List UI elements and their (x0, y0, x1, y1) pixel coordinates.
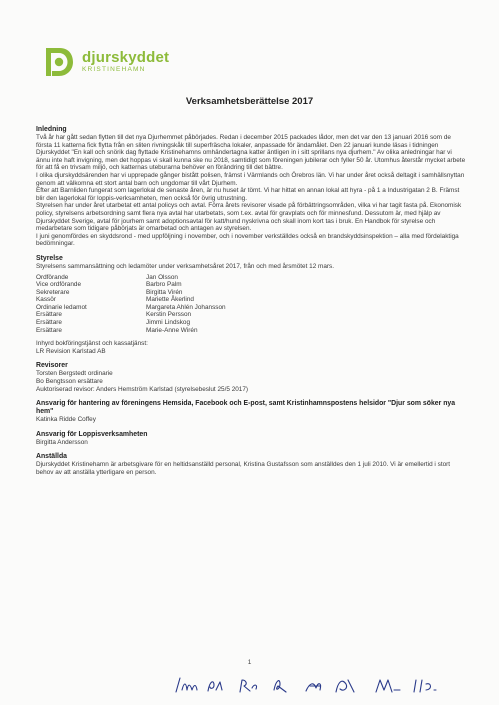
member-role: Ordförande (36, 273, 69, 281)
table-row (36, 296, 226, 304)
document-body (36, 126, 466, 477)
loppis-responsible-name: Birgitta Andersson (36, 438, 88, 446)
styrelse-intro: Styrelsens sammansättning och ledamöter under verksamhetsåret 2017, från och med årsmötet 12 mars. (36, 262, 335, 270)
board-members-table (36, 274, 226, 335)
accounting-service-provider: LR Revision Karlstad AB (36, 347, 106, 355)
page-number: 1 (247, 659, 252, 666)
logo-name: djurskyddet (82, 49, 170, 67)
accounting-service-label: Inhyrd bokföringstjänst och kassatjänst: (36, 340, 148, 348)
section-heading-revisorer: Revisorer (36, 362, 68, 370)
member-role: Ersättare (36, 326, 62, 334)
inledning-paragraph: Två år har gått sedan flytten till det nya Djurhemmet påbörjades. Redan i december 2015 packades lådor, men det var den 13 januari 2016 som de första 11 katterna fick flytta från en sliten rivningskåk till superfräscha lokaler, anpassade för ändamålet. Den 22 januari kunde läsas i tidningen Djurskyddet "En kall och snörik dag flyttade Kristinehamns omhändertagna katter äntligen in i sitt sprillans nya djurhem." Av olika anledningar har vi ännu inte haft invigning, men det hoppas vi skall kunna ske nu 2018, samtidigt som föreningen jubilerar och fyller 50 år. Utomhus återstår mycket arbete för att få en trivsam miljö, och katternas uteburarna behöver en förändring till det bättre. (36, 134, 466, 172)
website-responsible-name: Katinka Ridde Coffey (36, 416, 96, 424)
member-role: Ersättare (36, 311, 62, 319)
logo (40, 44, 169, 80)
member-name: Margareta Ahlén Johansson (146, 303, 226, 311)
auditor-line: Auktoriserad revisor: Anders Hemström Karlstad (styrelsebeslut 25/5 2017) (36, 385, 249, 393)
auditor-line: Bo Bengtsson ersättare (36, 378, 103, 386)
section-heading-anstallda: Anställda (36, 453, 68, 461)
table-row (36, 311, 226, 319)
handwritten-signatures (170, 672, 490, 698)
table-row (36, 319, 226, 327)
document-title: Verksamhetsberättelse 2017 (185, 96, 314, 107)
member-name: Jan Olsson (146, 273, 178, 281)
table-row (36, 281, 226, 289)
table-row (36, 327, 226, 335)
inledning-paragraph: Styrelsen har under året utarbetat ett antal policys och avtal. Förra årets revisorer visade på förbättringsområden, vilka vi har tagit fasta på. Ekonomisk policy, styrelsens arbetsordning samt flera nya avtal har utarbetats, som t.ex. avtal för gravplats och för minnesfund. Dessutom är, med hjälp av Djurskyddet Sverige, avtal för jourhem samt adoptionsavtal för katt/hund nyskrivna och skall inom kort tas i bruk. En Handbok för styrelse och medarbetare som tidigare påbörjats är omarbetad och antagen av styrelsen. (36, 202, 462, 233)
member-role: Ordinarie ledamot (36, 303, 87, 311)
member-name: Kerstin Persson (146, 311, 192, 319)
member-role: Ersättare (36, 319, 62, 327)
employees-text: Djurskyddet Kristinehamn är arbetsgivare för en heltidsanställd personal, Kristina Gustafsson som anställdes den 1 juli 2010. Vi är emellertid i stort behov av att anställa ytterligare en person. (36, 461, 451, 476)
section-heading-loppis: Ansvarig för Loppisverksamheten (36, 430, 148, 438)
inledning-paragraph: I juni genomfördes en skyddsrond - med uppföljning i november, och i november verkställdes också en brandskyddsinspektion – alla med fördelaktiga bedömningar. (36, 232, 459, 248)
member-name: Marie-Anne Wirén (146, 326, 198, 334)
member-role: Sekreterare (36, 288, 70, 296)
inledning-paragraph: I olika djurskyddsärenden har vi upprepade gånger bistått polisen, främst i Värmlands och Örebros län. Vi har under året också deltagit i samhällsnyttan genom att välkomna ett stort antal barn och ungdomar till vårt Djurhem. (36, 171, 465, 187)
section-heading-inledning: Inledning (36, 126, 67, 133)
table-row (36, 304, 226, 312)
member-name: Birgitta Virén (146, 288, 183, 296)
auditor-line: Torsten Bergstedt ordinarie (36, 370, 113, 378)
table-row (36, 274, 226, 282)
djurskyddet-logo-icon (40, 44, 76, 80)
member-role: Vice ordförande (36, 281, 82, 289)
section-heading-styrelse: Styrelse (36, 254, 63, 262)
member-role: Kassör (36, 296, 56, 304)
member-name: Mariette Åkerlind (146, 296, 194, 304)
member-name: Jimmi Lindskog (146, 319, 191, 327)
inledning-paragraph: Efter att Barnliden fungerat som lagerlokal de senaste åren, är nu huset är tömt. Vi har hittat en annan lokal att hyra - på 1 a Industrigatan 2 B. Främst blir den lagerlokal för loppis-verksamheten, men också för övrig utrustning. (36, 187, 460, 202)
member-name: Barbro Palm (146, 281, 182, 289)
logo-subtitle: KRISTINEHAMN (82, 66, 146, 74)
table-row (36, 289, 226, 297)
section-heading-hemsida: Ansvarig för hantering av föreningens Hemsida, Facebook och E-post, samt Kristinhamnspostens helsidor "Djur som söker nya hem" (36, 400, 456, 416)
